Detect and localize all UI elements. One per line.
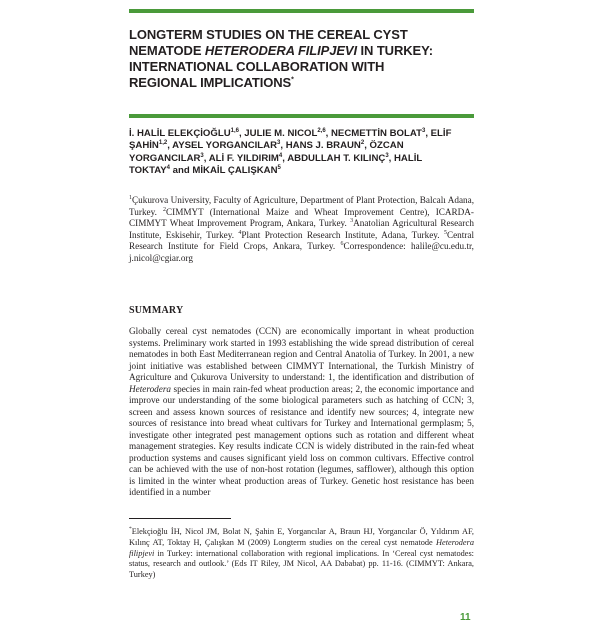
title-line: REGIONAL IMPLICATIONS* <box>129 75 294 90</box>
title-species: HETERODERA FILIPJEVI <box>204 43 358 58</box>
title-line: NEMATODE HETERODERA FILIPJEVI IN TURKEY: <box>129 43 433 58</box>
footnote-divider <box>129 518 231 519</box>
author-line: TOKTAY$^4$ and MİKAİL ÇALIŞKAN$^5$ <box>129 165 281 177</box>
author-line: ŞAHİN$^{1,2}$, AYSEL YORGANCILAR$^3$, HANS J. BRAUN$^2$, ÖZCAN <box>129 140 404 152</box>
correspondence-emails: Correspondence: halile@cu.edu.tr, j.nicol@cgiar.org <box>129 241 474 263</box>
summary-paragraph: Globally cereal cyst nematodes (CCN) are economically important in wheat production systems. Preliminary work started in 1993 establishing the wide spread distribution of cereal nematodes in both East Mediterranean region and Central Anatolia of Turkey. In 2001, a new joint initiative was established between CIMMYT International, the Turkish Ministry of Agriculture and Çukurova University to understand: 1, the identification and distribution of Heterodera species in main rain-fed wheat production areas; 2, the economic importance and improve our understanding of the some biological parameters such as hatching of CCN; 3, screen and assess known sources of resistance and identify new sources; 4, integrate new sources of resistance into bread wheat cultivars for Turkey and International germplasm; 5, investigate other integrated pest management options such as rotation and different wheat management strategies. Key results indicate CCN is widely distributed in the rain-fed wheat production systems and causes significant yield loss on common cultivars. Effective control can be achieved with the use of non-host rotation (legumes, safflower), although this option is limited in the winter wheat production areas of Turkey. Genetic host resistance has been identified in a number <box>129 326 474 497</box>
author-line: İ. HALİL ELEKÇİOĞLU$^{1,6}$, JULIE M. NICOL$^{2,6}$, NECMETTİN BOLAT$^3$, ELİF <box>129 127 452 139</box>
affiliations: $^1$Çukurova University, Faculty of Agriculture, Department of Plant Protection, Balcalı Adana, Turkey. $^2$CIMMYT (International Maize and Wheat Improvement Centre), ICARDA-CIMMYT Wheat Improvement Program, Ankara, Turkey. $^3$Anatolian Agricultural Research Institute, Eskisehir, Turkey. $^4$Plant Protection Research Institute, Adana, Turkey. $^5$Central Research Institute for Field Crops, Ankara, Turkey. $^6$Correspondence: halile@cu.edu.tr, j.nicol@cgiar.org <box>129 194 474 263</box>
page-number: 11 <box>460 612 471 623</box>
summary-heading: SUMMARY <box>129 305 184 316</box>
top-rule <box>129 9 474 13</box>
paper-title <box>129 27 479 91</box>
author-list <box>129 128 477 178</box>
citation-footnote: *Elekçioğlu İH, Nicol JM, Bolat N, Şahin E, Yorgancılar A, Braun HJ, Yorgancılar Ö, Yıldırım AF, Kılınç AT, Toktay H, Çalışkan M (2009) Longterm studies on the cereal cyst nematode Heterodera filipjevi in Turkey: international collaboration with regional implications. In ‘Cereal cyst nematodes: status, research and outlook.’ (Eds IT Riley, JM Nicol, AA Dababat) pp. 11-16. (CIMMYT: Ankara, Turkey) <box>129 526 474 580</box>
title-line: INTERNATIONAL COLLABORATION WITH <box>129 59 385 74</box>
author-line: YORGANCILAR$^3$, ALİ F. YILDIRIM$^4$, ABDULLAH T. KILINÇ$^3$, HALİL <box>129 152 423 164</box>
title-footnote-mark: * <box>291 76 294 84</box>
title-line: LONGTERM STUDIES ON THE CEREAL CYST <box>129 27 408 42</box>
title-rule <box>129 114 474 118</box>
